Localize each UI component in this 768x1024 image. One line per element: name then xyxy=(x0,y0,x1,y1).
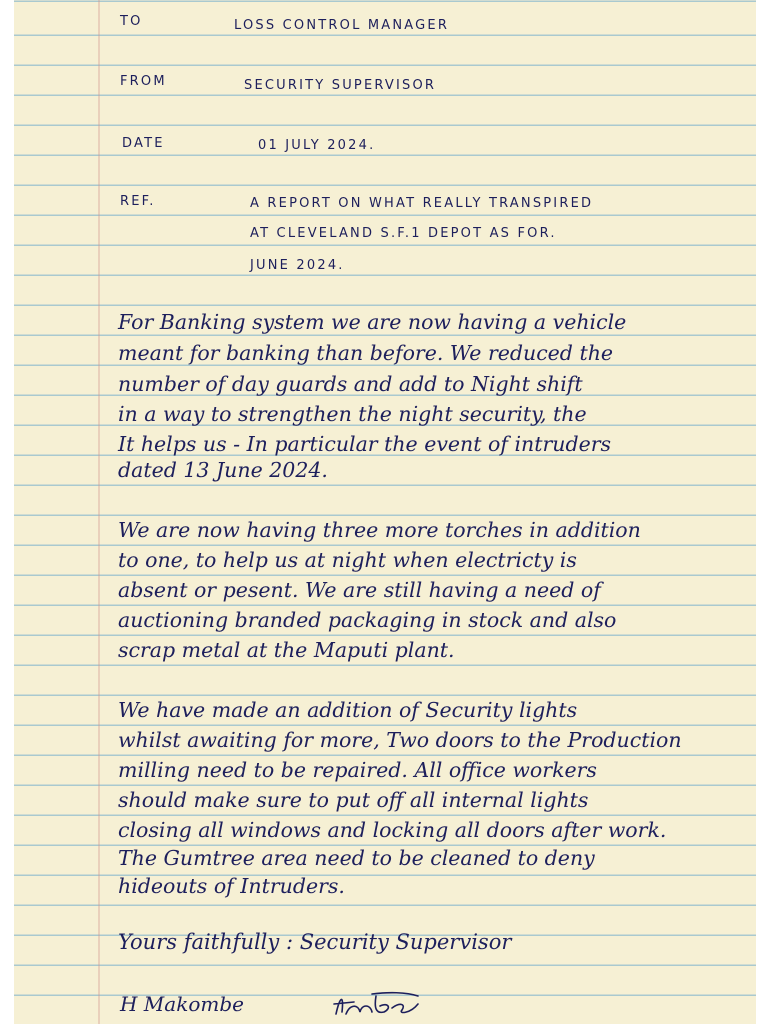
from-value: SECURITY SUPERVISOR xyxy=(244,78,437,93)
body-line: whilst awaiting for more, Two doors to the Production xyxy=(118,728,682,752)
to-label: TO xyxy=(120,14,143,29)
body-line: milling need to be repaired. All office workers xyxy=(118,758,597,782)
body-line: number of day guards and add to Night shift xyxy=(118,372,583,396)
body-line: We are now having three more torches in addition xyxy=(118,518,641,542)
body-line: dated 13 June 2024. xyxy=(118,458,328,482)
closing-line: Yours faithfully : Security Supervisor xyxy=(118,930,512,954)
body-line: closing all windows and locking all doors after work. xyxy=(118,818,667,842)
ref-line: JUNE 2024. xyxy=(250,258,345,273)
ref-label: REF. xyxy=(120,194,156,209)
signatory-name: H Makombe xyxy=(120,992,244,1016)
date-label: DATE xyxy=(122,136,165,151)
date-value: 01 JULY 2024. xyxy=(258,138,376,153)
to-value: LOSS CONTROL MANAGER xyxy=(234,18,450,33)
ref-line: AT CLEVELAND S.F.1 DEPOT AS FOR. xyxy=(250,226,557,241)
body-line: The Gumtree area need to be cleaned to deny xyxy=(118,846,595,870)
body-line: auctioning branded packaging in stock and also xyxy=(118,608,617,632)
ref-line: A REPORT ON WHAT REALLY TRANSPIRED xyxy=(250,196,594,211)
body-line: in a way to strengthen the night security, the xyxy=(118,402,587,426)
from-label: FROM xyxy=(120,74,167,89)
body-line: to one, to help us at night when electricty is xyxy=(118,548,577,572)
body-line: We have made an addition of Security lights xyxy=(118,698,578,722)
body-line: hideouts of Intruders. xyxy=(118,874,345,898)
signature xyxy=(332,990,422,1020)
body-line: should make sure to put off all internal lights xyxy=(118,788,589,812)
body-line: It helps us - In particular the event of intruders xyxy=(118,432,612,456)
body-line: For Banking system we are now having a vehicle xyxy=(118,310,627,334)
ruled-paper xyxy=(14,0,756,1024)
body-line: meant for banking than before. We reduced the xyxy=(118,341,614,365)
margin-line xyxy=(98,0,100,1024)
body-line: scrap metal at the Maputi plant. xyxy=(118,638,455,662)
body-line: absent or pesent. We are still having a need of xyxy=(118,578,601,602)
